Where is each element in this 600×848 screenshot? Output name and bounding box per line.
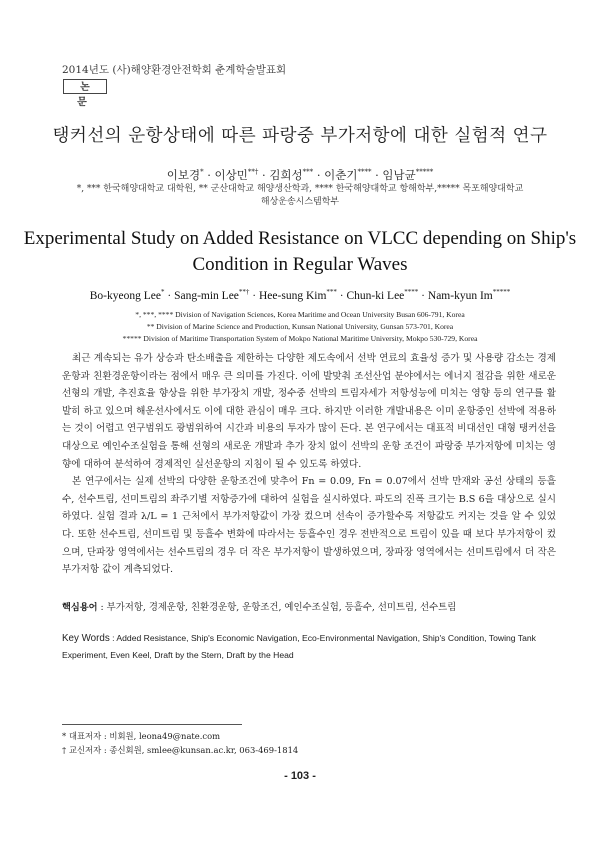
keywords-korean bbox=[62, 599, 556, 613]
author-name: Hee-sung Kim bbox=[259, 290, 327, 302]
keywords-korean-label: 핵심용어 bbox=[62, 602, 98, 613]
author-mark: *** bbox=[302, 168, 314, 177]
footnotes bbox=[62, 729, 298, 757]
footnote-lead-author: * 대표저자 : 비회원, leona49@nate.com bbox=[62, 731, 221, 741]
keywords-english-label: Key Words bbox=[62, 633, 110, 644]
affiliation-line: ** Division of Marine Science and Production, Kunsan National University, Gunsan 573-701, Korea bbox=[146, 322, 454, 331]
title-english bbox=[0, 226, 600, 278]
conference-header: 2014년도 (사)해양환경안전학회 춘계학술발표회 bbox=[62, 64, 287, 76]
title-korean: 탱커선의 운항상태에 따른 파랑중 부가저항에 대한 실험적 연구 bbox=[52, 126, 548, 146]
abstract bbox=[62, 350, 556, 579]
keywords-english-list: : Added Resistance, Ship's Economic Navigation, Eco-Environmental Navigation, Ship's Condition, Towing Tank Experiment, Even Keel, Draft by the Stern, Draft by the Head bbox=[62, 633, 536, 660]
affiliations-korean bbox=[0, 183, 600, 209]
author-mark: ***** bbox=[415, 168, 434, 177]
author-name: Chun-ki Lee bbox=[346, 290, 405, 302]
author-mark: **† bbox=[238, 288, 250, 297]
author-name: 임남균 bbox=[382, 168, 416, 182]
author-mark: **** bbox=[357, 168, 372, 177]
abstract-paragraph: 최근 계속되는 유가 상승과 탄소배출을 제한하는 다양한 제도속에서 선박 연료의 효율성 증가 및 사용량 감소는 경제운항과 친환경운항이라는 점에서 매우 큰 의미를 가진다. 이에 발맞춰 조선산업 분야에서는 에너지 절감을 위한 새로운 선형의 개발, 추진효율 향상을 위한 부가장치 개발, 정수중 선박의 트림자세가 저항성능에 미치는 영향 등의 연구를 활발히 하고 있으며 해운선사에서도 이에 대한 관심이 매우 크다. 하지만 이러한 개발내용은 이미 운항중인 선박에 적용하는 것이 어렵고 연구범위도 광범위하여 시간과 비용의 투자가 많이 든다. 본 연구에서는 대표적 비대선인 대형 탱커선을 대상으로 예인수조실험을 통해 선형의 새로운 개발과 추가 장치 없이 선박의 운항 조건이 파랑중 부가저항에 미치는 영향에 대하여 분석하여 경제적인 실선운항의 지침이 될 수 있도록 하였다. bbox=[62, 353, 556, 470]
author-mark: *** bbox=[326, 288, 337, 297]
author-name: Sang-min Lee bbox=[174, 290, 239, 302]
affiliation-line: *, ***, **** Division of Navigation Sciences, Korea Maritime and Ocean University Busan 606-791, Korea bbox=[135, 310, 465, 319]
author-mark: ***** bbox=[492, 288, 511, 297]
author-name: 이상민 bbox=[214, 168, 248, 182]
keywords-english bbox=[62, 630, 556, 663]
author-name: Bo-kyeong Lee bbox=[89, 290, 161, 302]
page-number: - 103 - bbox=[284, 770, 316, 782]
paper-type-label: 논 문 bbox=[77, 82, 96, 108]
footnote-corresponding-author: † 교신저자 : 종신회원, smlee@kunsan.ac.kr, 063-469-1814 bbox=[62, 745, 299, 755]
keywords-korean-list: : 부가저항, 경제운항, 친환경운항, 운항조건, 예인수조실험, 등흘수, 선미트림, 선수트림 bbox=[97, 602, 457, 613]
author-name: 이보경 bbox=[166, 168, 201, 182]
affiliation-line: ***** Division of Maritime Transportation System of Mokpo National Maritime University, Mokpo 530-729, Korea bbox=[122, 334, 478, 343]
author-name: 이춘기 bbox=[324, 168, 358, 182]
author-mark: * bbox=[200, 168, 204, 177]
footnote-divider bbox=[62, 724, 242, 725]
author-mark: **** bbox=[404, 288, 419, 297]
title-english-line: Condition in Regular Waves bbox=[192, 254, 408, 275]
affiliation-line: *, *** 한국해양대학교 대학원, ** 군산대학교 해양생산학과, **** 한국해양대학교 항해학부,***** 목포해양대학교 bbox=[76, 184, 524, 194]
author-mark: * bbox=[160, 288, 165, 297]
paper-type-tag bbox=[63, 79, 107, 108]
affiliation-line: 해상운송시스템학부 bbox=[260, 197, 340, 207]
author-mark: **† bbox=[247, 168, 259, 177]
affiliations-english bbox=[0, 309, 600, 345]
author-name: Nam-kyun Im bbox=[427, 290, 493, 302]
author-name: 김희성 bbox=[269, 168, 303, 182]
title-english-line: Experimental Study on Added Resistance on VLCC depending on Ship's bbox=[23, 228, 577, 249]
abstract-paragraph: 본 연구에서는 실제 선박의 다양한 운항조건에 맞추어 Fn = 0.09, Fn = 0.07에서 선박 만재와 공선 상태의 등흘수, 선수트림, 선미트림의 좌주기별 저항증가에 대하여 실험을 실시하였다. 파도의 진폭 크기는 B.S 6을 대상으로 실시하였다. 실험 결과 λ/L = 1 근처에서 부가저항값이 가장 컸으며 선속이 증가할수록 저항값도 커지는 것을 알 수 있었다. 또한 선수트림, 선미트림 및 등흘수 변화에 따라서는 등흘수인 경우 전반적으로 트림이 있을 때 보다 부가저항이 컸으며, 단파장 영역에서는 선수트림의 경우 더 작은 부가저항이 발생하였으며, 장파장 영역에서는 선미트림에서 더 작은 부가저항 값이 계측되었다. bbox=[62, 476, 556, 576]
authors-english: Bo-kyeong Lee* · Sang-min Lee**† · Hee-sung Kim*** · Chun-ki Lee**** · Nam-kyun Im***** bbox=[89, 288, 511, 302]
authors-korean: 이보경* · 이상민**† · 김희성*** · 이춘기**** · 임남균***** bbox=[166, 168, 434, 182]
